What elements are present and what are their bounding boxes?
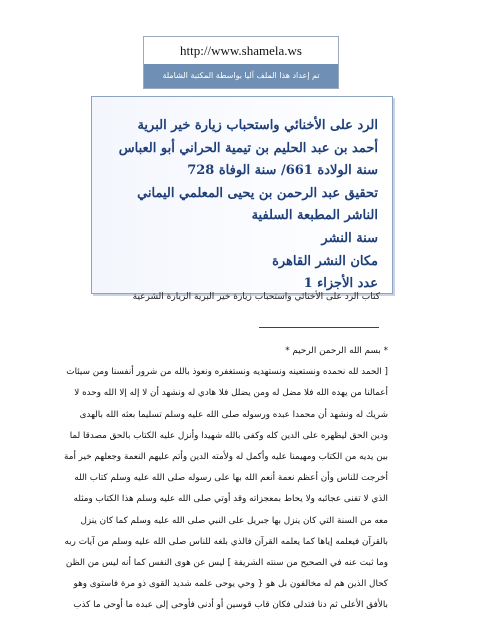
book-editor: تحقيق عبد الرحمن بن يحيى المعلمي اليماني [137, 185, 378, 201]
body-line: وما ثبت عنه في الصحيح من سنته الشريفة ] ليس عن هوى النفس كما أنه ليس من الظن [65, 557, 388, 568]
body-line: [ الحمد لله نحمده ونستعينه ونستهديه ونستغفره ونعوذ بالله من شرور أنفسنا ومن سيئات [66, 367, 388, 378]
body-line: أعمالنا من يهده الله فلا مضل له ومن يضلل فلا هادي له ونشهد أن لا إله إلا الله وحده لا [74, 388, 388, 399]
divider-rule [259, 327, 379, 328]
body-line: بين يديه من الكتاب ومهيمنا عليه وأكمل له ولأمته الدين وأتم عليهم النعمة وجعلهم خير أمة [64, 451, 388, 462]
birth-death-years: سنة الولادة 661/ سنة الوفاة 728 [187, 163, 378, 179]
volume-count: عدد الأجزاء 1 [303, 276, 378, 292]
book-publisher: الناشر المطبعة السلفية [251, 208, 378, 224]
publication-place: مكان النشر القاهرة [272, 253, 378, 269]
site-url[interactable]: http://www.shamela.ws [144, 37, 338, 64]
book-title: الرد على الأخنائي واستحباب زيارة خير البرية [137, 118, 378, 133]
book-info-box [91, 96, 393, 294]
body-line: معه من السنة التي كان ينزل بها جبريل على النبي صلى الله عليه وسلم كما كان ينزل [80, 515, 388, 526]
section-caption: كتاب الرد على الأخنائي واستحباب زيارة خير البرية الزيارة الشرعية [132, 292, 380, 302]
body-line: كحال الذين هم له مخالفون بل هو { وحي يوحى علمه شديد القوى ذو مرة فاستوى وهو [73, 579, 388, 590]
body-line: الذي لا تفنى عجائبه ولا يحاط بمعجزاته وقد أوتي صلى الله عليه وسلم هذا الكتاب ومثله [73, 494, 388, 505]
generated-banner: تم إعداد هذا الملف آليا بواسطة المكتبة الشاملة [144, 64, 338, 88]
book-author: أحمد بن عبد الحليم بن تيمية الحراني أبو العباس [118, 140, 378, 156]
body-line: ودين الحق ليظهره على الدين كله وكفى بالله شهيدا وأنزل عليه الكتاب بالحق مصدقا لما [69, 430, 388, 441]
body-line: أخرجت للناس وأن أعظم نعمة أنعم الله بها على رسوله صلى الله عليه وسلم كتاب الله [74, 473, 388, 484]
body-line: شريك له ونشهد أن محمدا عبده ورسوله صلى الله عليه وسلم تسليما بعثه الله بالهدى [79, 409, 388, 420]
body-line: بالأفق الأعلى ثم دنا فتدلى فكان قاب قوسين أو أدنى فأوحى إلى عبده ما أوحى ما كذب [73, 600, 388, 611]
book-info-lines [106, 115, 378, 296]
body-text [28, 341, 388, 616]
header-box [143, 36, 339, 89]
publication-year: سنة النشر [321, 230, 378, 246]
body-line: * بسم الله الرحمن الرحيم * [285, 346, 388, 356]
body-line: بالقرآن فيعلمه إياها كما يعلمه القرآن فالذي بلغه للناس صلى الله عليه وسلم من آيات ربه [64, 536, 388, 547]
